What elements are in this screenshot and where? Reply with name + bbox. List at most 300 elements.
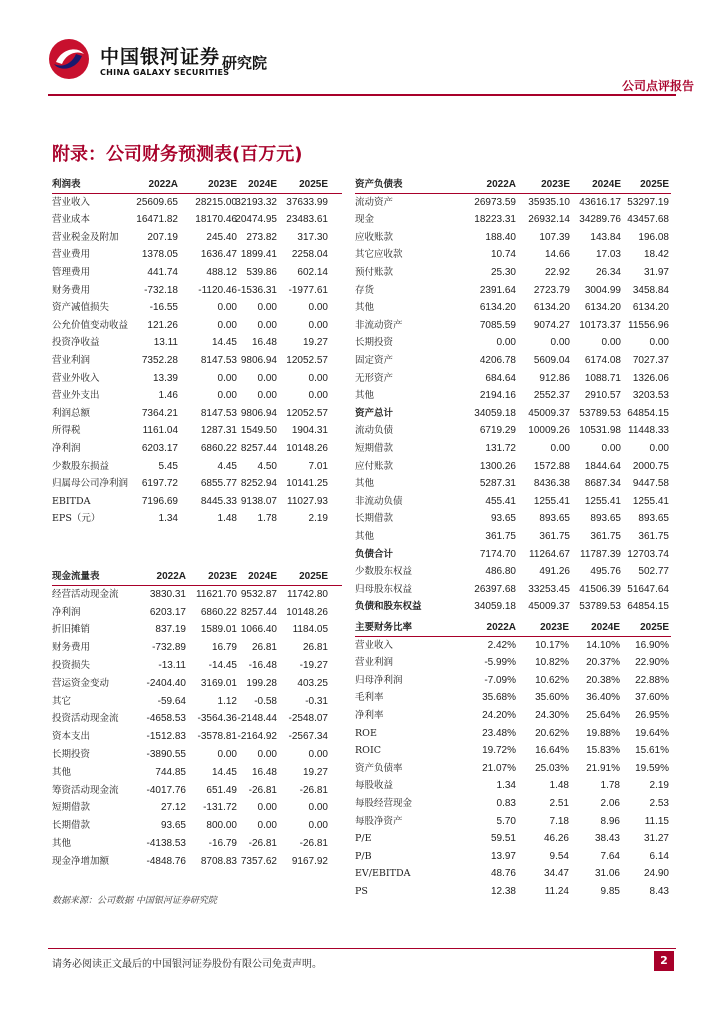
cell-value: 6.14 [649, 850, 669, 862]
table-row [355, 229, 671, 246]
row-label: P/E [355, 833, 372, 845]
row-label: ROE [355, 727, 377, 739]
cell-value: 9138.07 [240, 495, 277, 507]
year-header: 2024E [248, 179, 277, 190]
table-row [355, 777, 671, 794]
table-row [355, 725, 671, 742]
table-row [52, 352, 342, 369]
row-label: 短期借款 [355, 443, 394, 454]
table-row [52, 782, 342, 799]
table-row [355, 865, 671, 882]
cell-value: 14.45 [211, 766, 237, 778]
cell-value: 10009.26 [528, 425, 570, 437]
cell-value: 6860.22 [200, 443, 237, 454]
cell-value: 15.83% [586, 745, 620, 757]
row-label: 归母股东权益 [355, 583, 413, 595]
cell-value: 26.81 [302, 642, 328, 654]
cell-value: -3578.81 [197, 731, 237, 743]
row-label: 财务费用 [52, 284, 91, 296]
row-label: EBITDA [52, 495, 91, 507]
cell-value: 8445.33 [200, 495, 237, 507]
cell-value: -2404.40 [146, 677, 186, 689]
cell-value: 893.65 [590, 513, 621, 525]
table-row [52, 194, 342, 211]
table-row [52, 493, 342, 510]
row-label: 其他 [355, 478, 375, 490]
cell-value: 35935.10 [528, 196, 570, 208]
table-row [52, 853, 342, 870]
header-divider [48, 94, 676, 96]
cell-value: 1636.47 [200, 249, 237, 261]
cell-value: 8436.38 [533, 478, 570, 490]
cell-value: 1572.88 [533, 460, 570, 472]
cell-value: 12703.74 [627, 548, 669, 560]
row-label: 营运资金变动 [52, 677, 110, 689]
cell-value: 1549.50 [240, 425, 277, 437]
cell-value: 8.96 [600, 815, 620, 827]
cell-value: 6134.20 [479, 302, 516, 314]
cell-value: 37633.99 [286, 196, 328, 208]
cell-value: 0.00 [496, 337, 516, 349]
cell-value: 7352.28 [141, 355, 178, 366]
row-label: 每股经营现金 [355, 798, 413, 809]
row-label: ROIC [355, 745, 381, 757]
cell-value: 143.84 [590, 231, 621, 243]
cell-value: 0.00 [601, 443, 621, 454]
year-header: 2023E [541, 179, 570, 190]
row-label: 其它 [52, 695, 72, 707]
cell-value: 34059.18 [474, 407, 516, 419]
cell-value: 7085.59 [479, 319, 516, 331]
year-header: 2022A [156, 571, 186, 582]
cell-value: 1255.41 [584, 495, 621, 507]
year-header: 2024E [592, 179, 621, 190]
year-header: 2023E [540, 622, 569, 633]
cell-value: 18.42 [643, 249, 669, 261]
year-header: 2024E [591, 622, 620, 633]
cell-value: 361.75 [590, 531, 621, 542]
cell-value: 0.00 [308, 372, 328, 384]
table-header-row [355, 176, 671, 193]
cell-value: 10.17% [535, 639, 569, 651]
cell-value: 18170.46 [195, 214, 237, 226]
cell-value: 8257.44 [240, 443, 277, 454]
footer-divider [48, 948, 676, 949]
cell-value: 35.60% [535, 692, 569, 704]
cell-value: 1.46 [158, 390, 178, 402]
table-row [355, 370, 671, 387]
table-row [52, 586, 342, 603]
cell-value: 14.45 [211, 337, 237, 349]
cell-value: -26.81 [248, 838, 277, 849]
cell-value: 0.00 [308, 390, 328, 402]
cell-value: -4138.53 [146, 838, 186, 849]
cell-value: 20474.95 [235, 214, 277, 226]
cell-value: 8147.53 [200, 355, 237, 366]
cell-value: 17.03 [595, 249, 621, 261]
cell-value: 7364.21 [141, 407, 178, 419]
row-label: P/B [355, 850, 372, 862]
cell-value: 35.68% [482, 692, 516, 704]
cell-value: 893.65 [539, 513, 570, 525]
cell-value: 539.86 [246, 267, 277, 278]
cell-value: 361.75 [539, 531, 570, 542]
table-row [355, 422, 671, 439]
table-row [355, 352, 671, 369]
cell-value: -732.18 [144, 284, 178, 296]
cell-value: 9.54 [549, 850, 569, 862]
table-row [52, 657, 342, 674]
cell-value: 10.74 [490, 249, 516, 261]
cell-value: 0.00 [257, 319, 277, 331]
year-header: 2023E [208, 571, 237, 582]
cell-value: 2391.64 [479, 284, 516, 296]
year-header: 2023E [208, 179, 237, 190]
cell-value: 15.61% [635, 745, 669, 757]
cell-value: 2258.04 [291, 249, 328, 261]
table-header-row [355, 619, 671, 636]
cell-value: 5609.04 [533, 355, 570, 366]
cell-value: 16.90% [635, 639, 669, 651]
cell-value: 1184.05 [292, 624, 328, 636]
cell-value: -1977.61 [288, 284, 328, 296]
row-label: 营业成本 [52, 214, 91, 226]
cell-value: -2164.92 [237, 731, 277, 743]
cell-value: 37.60% [635, 692, 669, 704]
row-label: 投资损失 [52, 660, 91, 671]
table-row [355, 830, 671, 847]
table-row [355, 707, 671, 724]
cell-value: 25.30 [490, 267, 516, 278]
table-row [52, 693, 342, 710]
cell-value: 1.78 [600, 780, 620, 792]
table-row [355, 264, 671, 281]
row-label: 营业外支出 [52, 390, 100, 402]
table-row [355, 598, 671, 615]
cell-value: 8.43 [649, 886, 669, 897]
cell-value: 0.00 [257, 820, 277, 832]
cell-value: 8257.44 [240, 606, 277, 618]
cell-value: 912.86 [539, 372, 570, 384]
cell-value: 9074.27 [533, 319, 570, 331]
row-label: 营业收入 [355, 639, 394, 651]
cell-value: 11742.80 [287, 588, 328, 600]
cell-value: 11.24 [544, 886, 569, 897]
cell-value: 11448.33 [628, 425, 669, 437]
cell-value: 1899.41 [240, 249, 277, 261]
cell-value: -0.31 [305, 695, 328, 707]
cell-value: 59.51 [490, 833, 516, 845]
cell-value: 31.27 [643, 833, 669, 845]
cell-value: 10148.26 [286, 443, 328, 454]
row-label: 每股净资产 [355, 815, 403, 827]
cell-value: 488.12 [206, 267, 237, 278]
cell-value: 6134.20 [533, 302, 570, 314]
cell-value: 9806.94 [240, 355, 277, 366]
table-row [52, 211, 342, 228]
cell-value: 0.00 [649, 337, 669, 349]
cell-value: 46.26 [543, 833, 569, 845]
row-label: 非流动负债 [355, 495, 403, 507]
row-label: 其他 [52, 838, 72, 849]
row-label: 现金 [355, 214, 375, 226]
table-row [355, 194, 671, 211]
row-label: 净利润 [52, 606, 81, 618]
table-row [52, 440, 342, 457]
cell-value: 1589.01 [200, 624, 237, 636]
cell-value: 10.62% [535, 674, 569, 686]
cell-value: 12052.57 [286, 355, 328, 366]
cell-value: 31.97 [643, 267, 669, 278]
cell-value: 196.08 [638, 231, 669, 243]
cell-value: 207.19 [147, 231, 178, 243]
table-row [52, 458, 342, 475]
cell-value: 0.00 [308, 302, 328, 314]
cell-value: -4017.76 [146, 784, 186, 796]
row-label: 资产减值损失 [52, 302, 110, 314]
row-label: 长期借款 [355, 513, 394, 525]
cell-value: 23483.61 [286, 214, 328, 226]
row-label: 预付账款 [355, 267, 394, 278]
cell-value: 93.65 [490, 513, 516, 525]
row-label: 资产负债率 [355, 762, 403, 774]
cell-value: 3203.53 [632, 390, 669, 402]
table-title: 主要财务比率 [355, 622, 413, 633]
cell-value: 502.77 [638, 566, 669, 578]
cell-value: 5.45 [158, 460, 178, 472]
cell-value: 6203.17 [149, 606, 186, 618]
cell-value: 7174.70 [479, 548, 516, 560]
cell-value: 10531.98 [579, 425, 621, 437]
cell-value: 837.19 [155, 624, 186, 636]
cell-value: 53789.53 [579, 407, 621, 419]
cell-value: 16.48 [251, 337, 277, 349]
cell-value: 0.00 [550, 337, 570, 349]
row-label: 其他 [355, 531, 375, 542]
table-row [355, 211, 671, 228]
table-row [52, 422, 342, 439]
cell-value: 1088.71 [584, 372, 621, 384]
table-row [355, 742, 671, 759]
cell-value: 43457.68 [627, 214, 669, 226]
table-row [52, 675, 342, 692]
table-row [355, 654, 671, 671]
cell-value: 1255.41 [632, 495, 669, 507]
cell-value: 245.40 [206, 231, 237, 243]
row-label: 营业外收入 [52, 372, 100, 384]
cell-value: 23.48% [482, 727, 516, 739]
cell-value: 3830.31 [149, 588, 186, 600]
page-title: 附录：公司财务预测表(百万元) [52, 144, 303, 165]
cell-value: 5287.31 [479, 478, 516, 490]
table-row [52, 817, 342, 834]
cell-value: 36.40% [586, 692, 620, 704]
cell-value: 491.26 [539, 566, 570, 578]
row-label: 长期投资 [52, 749, 91, 760]
cell-value: 11556.96 [628, 319, 669, 331]
table-row [355, 637, 671, 654]
cell-value: 2552.37 [533, 390, 570, 402]
cell-value: 45009.37 [528, 407, 570, 419]
table-row [52, 764, 342, 781]
table-title: 利润表 [52, 179, 81, 190]
cell-value: 53789.53 [579, 601, 621, 613]
cell-value: 12052.57 [286, 407, 328, 419]
cell-value: 11027.93 [287, 495, 328, 507]
cell-value: 1066.40 [240, 624, 277, 636]
cell-value: 26.95% [635, 710, 669, 721]
year-header: 2022A [148, 179, 178, 190]
row-label: 其它应收款 [355, 249, 403, 261]
cell-value: 10148.26 [286, 606, 328, 618]
cell-value: 1287.31 [200, 425, 237, 437]
row-label: 负债和股东权益 [355, 601, 422, 613]
cell-value: 1300.26 [479, 460, 516, 472]
year-header: 2022A [486, 622, 516, 633]
cell-value: -26.81 [299, 784, 328, 796]
cell-value: 2.51 [549, 798, 569, 809]
cell-value: 11264.67 [529, 548, 570, 560]
cell-value: 19.64% [635, 727, 669, 739]
cell-value: 0.83 [496, 798, 516, 809]
cell-value: -3564.36 [197, 713, 237, 725]
cell-value: 41506.39 [579, 583, 621, 595]
cell-value: 10.82% [535, 657, 569, 669]
cell-value: 21.07% [482, 762, 516, 774]
table-row [52, 621, 342, 638]
cell-value: 361.75 [638, 531, 669, 542]
cell-value: 26.34 [595, 267, 621, 278]
cell-value: 24.30% [535, 710, 569, 721]
row-label: 流动负债 [355, 425, 394, 437]
cell-value: 7.01 [308, 460, 328, 472]
cell-value: 21.91% [586, 762, 620, 774]
cell-value: 6203.17 [141, 443, 178, 454]
cell-value: 6719.29 [479, 425, 516, 437]
cell-value: 26973.59 [474, 196, 516, 208]
cell-value: 25.64% [586, 710, 620, 721]
data-source-note: 数据来源：公司数据 中国银河证券研究院 [52, 896, 217, 906]
cell-value: 13.97 [490, 850, 516, 862]
cell-value: 0.00 [601, 337, 621, 349]
cell-value: 16.64% [535, 745, 569, 757]
cell-value: 38.43 [594, 833, 620, 845]
cell-value: 0.00 [308, 319, 328, 331]
cell-value: 495.76 [590, 566, 621, 578]
table-row [52, 475, 342, 492]
cell-value: 1844.64 [584, 460, 621, 472]
cell-value: 20.38% [586, 674, 620, 686]
row-label: EPS（元） [52, 513, 101, 525]
cell-value: 1.48 [217, 513, 237, 525]
table-row [52, 299, 342, 316]
table-row [355, 813, 671, 830]
row-label: 经营活动现金流 [52, 588, 119, 600]
row-label: 净利润 [52, 443, 81, 454]
cell-value: 25.03% [535, 762, 569, 774]
cell-value: 361.75 [485, 531, 516, 542]
doc-type-label: 公司点评报告 [621, 79, 694, 93]
row-label: 营业利润 [52, 355, 91, 366]
cell-value: 1.48 [549, 780, 569, 792]
cell-value: 6134.20 [632, 302, 669, 314]
cell-value: 0.00 [217, 319, 237, 331]
cell-value: 0.00 [217, 302, 237, 314]
cell-value: 26932.14 [528, 214, 570, 226]
row-label: 营业收入 [52, 196, 91, 208]
cell-value: 48.76 [490, 868, 516, 880]
table-row [355, 405, 671, 422]
row-label: 利润总额 [52, 407, 91, 419]
cell-value: 22.90% [635, 657, 669, 669]
cell-value: 10173.37 [579, 319, 621, 331]
cell-value: -4848.76 [146, 855, 186, 867]
cell-value: 9806.94 [240, 407, 277, 419]
cell-value: 199.28 [246, 677, 277, 689]
row-label: 资产总计 [355, 407, 394, 419]
row-label: PS [355, 886, 368, 897]
cell-value: 2723.79 [533, 284, 570, 296]
cell-value: 11787.39 [580, 548, 621, 560]
row-label: 营业税金及附加 [52, 231, 119, 243]
table-header-row [52, 568, 342, 585]
cell-value: 43616.17 [579, 196, 621, 208]
cell-value: 13.11 [153, 337, 178, 349]
cell-value: 0.00 [257, 302, 277, 314]
table-row [355, 546, 671, 563]
table-row [52, 282, 342, 299]
cell-value: 6134.20 [584, 302, 621, 314]
cell-value: 16.79 [211, 642, 237, 654]
cell-value: 3458.84 [632, 284, 669, 296]
cell-value: 7357.62 [240, 855, 277, 867]
row-label: 归母净利润 [355, 674, 403, 686]
table-row [355, 848, 671, 865]
table-row [52, 799, 342, 816]
cell-value: 893.65 [638, 513, 669, 525]
year-header: 2022A [486, 179, 516, 190]
cell-value: 8687.34 [584, 478, 621, 490]
cell-value: -3890.55 [146, 749, 186, 760]
year-header: 2025E [299, 571, 328, 582]
cell-value: 6855.77 [200, 478, 237, 490]
cell-value: 13.39 [152, 372, 178, 384]
cell-value: 2910.57 [584, 390, 621, 402]
cell-value: 0.00 [649, 443, 669, 454]
table-row [52, 317, 342, 334]
row-label: 投资活动现金流 [52, 713, 119, 725]
row-label: 公允价值变动收益 [52, 319, 129, 331]
cell-value: 25609.65 [136, 196, 178, 208]
cell-value: -2548.07 [288, 713, 328, 725]
cell-value: -1120.46 [198, 284, 237, 296]
row-label: 归属母公司净利润 [52, 478, 129, 490]
cell-value: 6174.08 [584, 355, 621, 366]
table-row [52, 728, 342, 745]
brand-name-cn: 中国银河证券 [100, 46, 221, 68]
cell-value: 0.00 [257, 372, 277, 384]
row-label: 净利率 [355, 710, 384, 721]
cell-value: 7.18 [549, 815, 569, 827]
cell-value: 28215.00 [195, 196, 237, 208]
row-label: 无形资产 [355, 372, 394, 384]
cell-value: 2.19 [649, 780, 669, 792]
cell-value: 1904.31 [291, 425, 328, 437]
row-label: 应收账款 [355, 231, 394, 243]
cell-value: 93.65 [160, 820, 186, 832]
table-header-row [52, 176, 342, 193]
row-label: 投资净收益 [52, 337, 100, 349]
